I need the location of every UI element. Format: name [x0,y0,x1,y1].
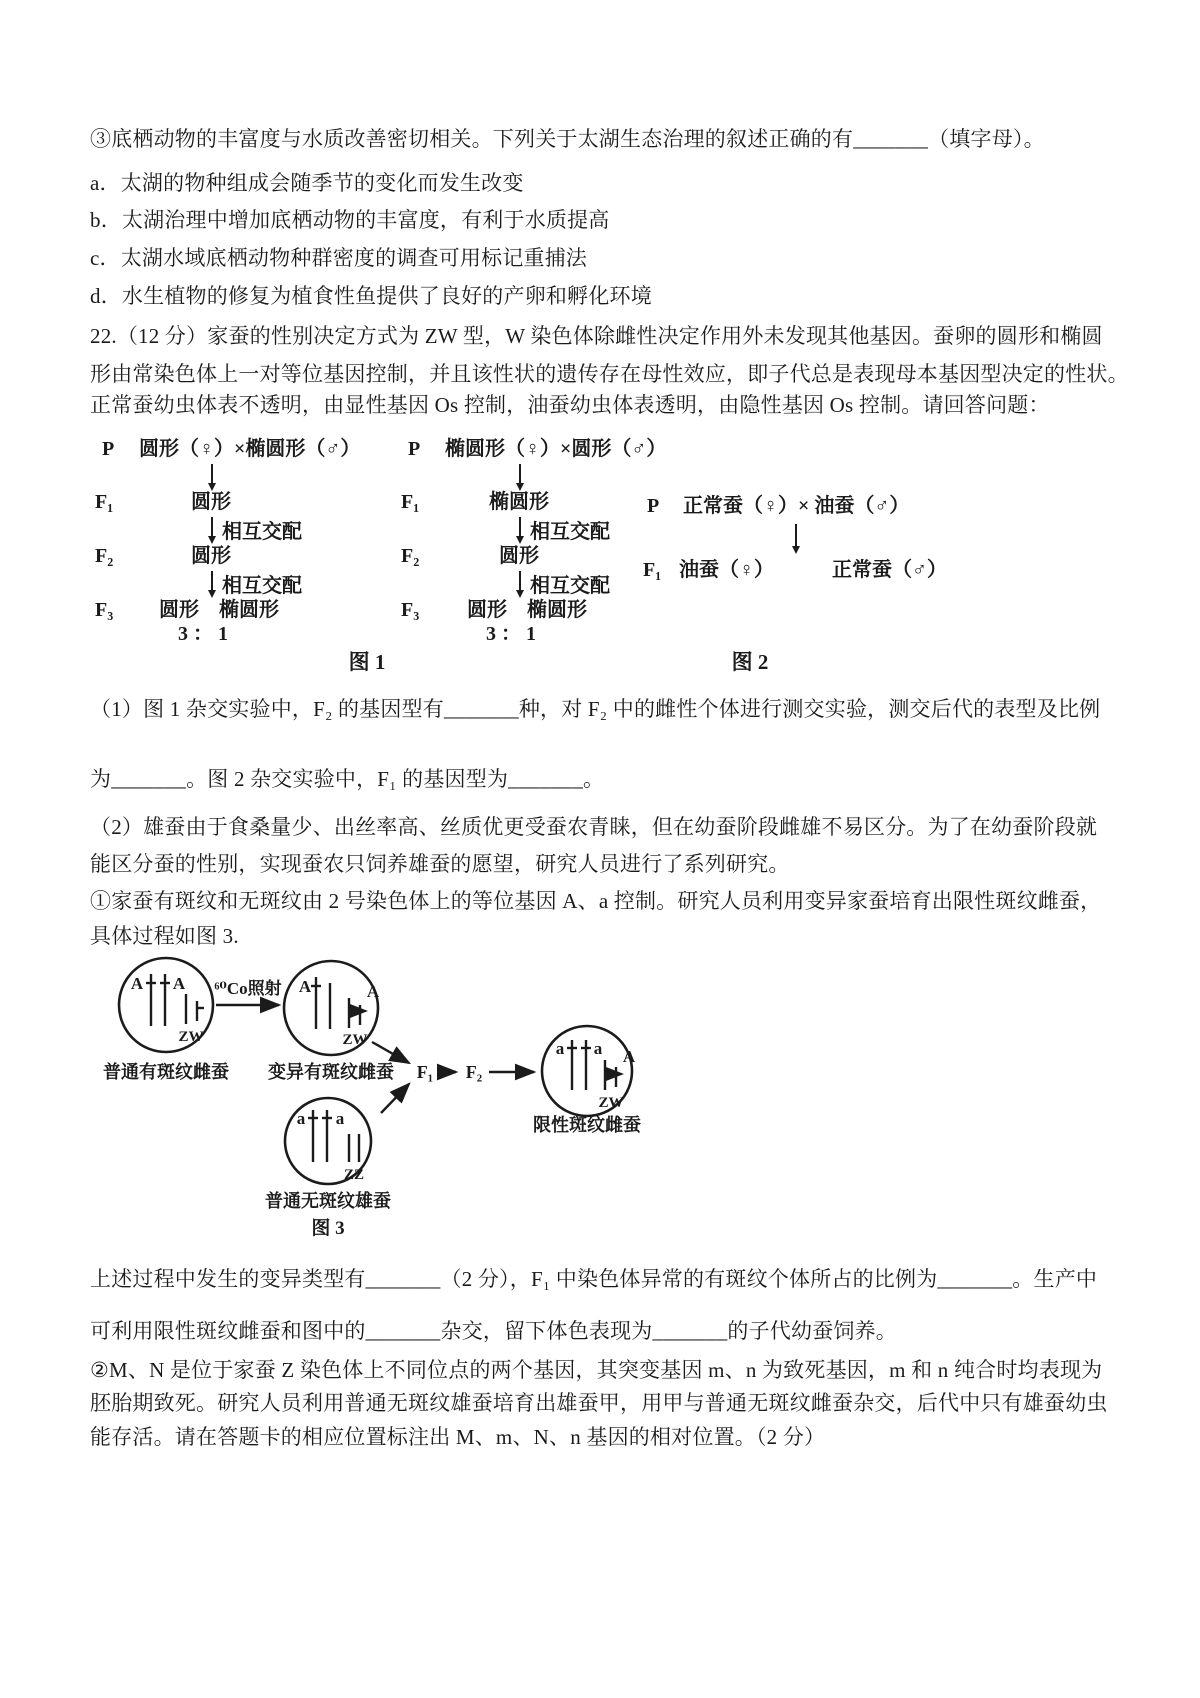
fig1-right-f2-gen: F₂ [401,545,420,567]
fig2-p-text: 正常蚕（♀）× 油蚕（♂） [683,495,910,517]
q22-intro-line-2: 形由常染色体上一对等位基因控制，并且该性状的遗传存在母性效应，即子代总是表现母本基因型决定的性状。 [90,362,1129,386]
fig1-right-f3-gen: F₃ [401,599,420,621]
q21c-option-a: a．太湖的物种组成会随季节的变化而发生改变 [90,171,524,195]
fig3-c4-gene-a-right: a [593,1039,603,1058]
q22-1-line-1: （1）图 1 杂交实验中，F₂ 的基因型有_______种，对 F₂ 中的雌性个体进行测交实验，测交后代的表型及比例 [90,697,1101,721]
q22-tail-line-5: 能存活。请在答题卡的相应位置标注出 M、m、N、n 基因的相对位置。（2 分） [90,1425,826,1449]
figure2-caption: 图 2 [731,650,769,674]
fig1-left-arrow-1 [211,464,213,487]
q22-tail-line-2: 可利用限性斑纹雌蚕和图中的_______杂交，留下体色表现为_______的子代幼蚕饲养。 [90,1319,897,1343]
fig1-left-f1-gen: F₁ [95,491,114,513]
fig1-left-f2-text: 圆形 [191,545,231,567]
fig3-c4-gene-A-on-W: A [622,1047,636,1066]
figure1-figure2-block [95,432,1135,680]
q22-2-sub1-line-2: 具体过程如图 3. [90,924,239,948]
fig1-left-arrow-3 [211,571,213,594]
fig3-c3-zz-label: ZZ [343,1167,365,1183]
fig3-c2-zw-label: ZW [342,1032,368,1048]
fig3-c1-caption: 普通有斑纹雌蚕 [103,1062,229,1082]
fig1-right-f2-text: 圆形 [499,545,539,567]
fig3-c4-zw-label: ZW [598,1095,624,1111]
q22-tail-line-4: 胚胎期致死。研究人员利用普通无斑纹雄蚕培育出雄蚕甲，用甲与普通无斑纹雌蚕杂交，后代中只有雄蚕幼虫 [90,1391,1108,1415]
fig1-right-f3-text: 圆形 椭圆形 [467,599,587,621]
fig1-right-arrow-1 [519,464,521,487]
fig1-left-f1-text: 圆形 [191,491,231,513]
fig1-left-p-text: 圆形（♀）×椭圆形（♂） [139,438,361,460]
fig1-right-f1-text: 椭圆形 [489,491,549,513]
fig1-right-f1-gen: F₁ [401,491,420,513]
fig1-left-f3-text: 圆形 椭圆形 [159,599,279,621]
q22-1-line-2: 为_______。图 2 杂交实验中，F₁ 的基因型为_______。 [90,767,605,791]
q22-2-line-1: （2）雄蚕由于食桑量少、出丝率高、丝质优更受蚕农青睐，但在幼蚕阶段雌雄不易区分。为了在幼蚕阶段就 [90,815,1098,839]
fig3-c3-gene-a-left: a [296,1109,306,1128]
q22-intro-line-3: 正常蚕幼虫体表不透明，由显性基因 Os 控制，油蚕幼虫体表透明，由隐性基因 Os 控制。请回答问题： [90,393,1050,417]
q21c-option-b: b．太湖治理中增加底栖动物的丰富度，有利于水质提高 [90,208,610,232]
fig1-left-f2-gen: F₂ [95,545,114,567]
fig1-right-arrow-3 [519,571,521,594]
fig2-arrow [795,524,797,550]
fig1-left-arrow-2 [211,517,213,540]
fig3-f2-label: F₂ [465,1062,483,1082]
fig2-p-gen: P [647,495,660,517]
fig2-f1-gen: F₁ [643,559,662,581]
fig3-c1-gene-A-right: A [172,974,186,993]
fig3-c4-gene-a-left: a [555,1039,565,1058]
q22-2-line-2: 能区分蚕的性别，实现蚕农只饲养雄蚕的愿望，研究人员进行了系列研究。 [90,852,790,876]
fig2-f1-left: 油蚕（♀） [679,559,774,581]
fig1-left-mate-1: 相互交配 [222,521,302,543]
q22-2-sub1-line-1: ①家蚕有斑纹和无斑纹由 2 号染色体上的等位基因 A、a 控制。研究人员利用变异家蚕培育出限性斑纹雌蚕， [90,889,1102,913]
q21c-option-d: d．水生植物的修复为植食性鱼提供了良好的产卵和孵化环境 [90,284,652,308]
fig3-c2-gene-A-chr: A [298,977,312,996]
figure1-caption: 图 1 [348,650,386,674]
fig2-f1-right: 正常蚕（♂） [832,559,947,581]
fig1-right-arrow-2 [519,517,521,540]
figure3-svg [85,950,745,1250]
fig3-f1-label: F₁ [416,1062,434,1082]
fig1-left-mate-2: 相互交配 [222,575,302,597]
q21c-stem: ③底栖动物的丰富度与水质改善密切相关。下列关于太湖生态治理的叙述正确的有_______（填字母）。 [90,127,1045,151]
fig3-c2-gene-A-on-W: A [366,982,380,1001]
fig1-left-ratio: 3 ： 1 [178,623,228,645]
q22-tail-line-3: ②M、N 是位于家蚕 Z 染色体上不同位点的两个基因，其突变基因 m、n 为致死基因，m 和 n 纯合时均表现为 [90,1358,1103,1382]
fig1-right-p-text: 椭圆形（♀）×圆形（♂） [445,438,667,460]
fig3-c3-gene-a-right: a [335,1109,345,1128]
fig3-arrow-c2-to-f1 [372,1042,409,1063]
fig3-c3-caption: 普通无斑纹雄蚕 [265,1191,391,1211]
q22-tail-line-1: 上述过程中发生的变异类型有_______（2 分），F₁ 中染色体异常的有斑纹个体所占的比例为_______。生产中 [90,1267,1098,1291]
fig1-left-f3-gen: F₃ [95,599,114,621]
fig3-irradiation-label: ⁶⁰Co照射 [214,979,282,998]
figure3-block [85,950,745,1255]
fig3-c4-caption: 限性斑纹雌蚕 [533,1115,641,1135]
fig3-arrow-c3-to-f1 [381,1084,409,1113]
fig3-c1-gene-A-left: A [130,974,144,993]
fig1-right-p-gen: P [408,438,421,460]
fig1-right-mate-1: 相互交配 [530,521,610,543]
figure3-caption: 图 3 [311,1218,345,1239]
q21c-option-c: c．太湖水域底栖动物种群密度的调查可用标记重捕法 [90,246,588,270]
fig1-right-mate-2: 相互交配 [530,575,610,597]
fig3-c1-zw-label: ZW [178,1029,204,1045]
q22-intro-line-1: 22.（12 分）家蚕的性别决定方式为 ZW 型，W 染色体除雌性决定作用外未发现其他基因。蚕卵的圆形和椭圆 [90,324,1103,348]
fig1-right-ratio: 3 ： 1 [486,623,536,645]
fig3-c2-caption: 变异有斑纹雌蚕 [268,1062,394,1082]
fig1-left-p-gen: P [102,438,115,460]
